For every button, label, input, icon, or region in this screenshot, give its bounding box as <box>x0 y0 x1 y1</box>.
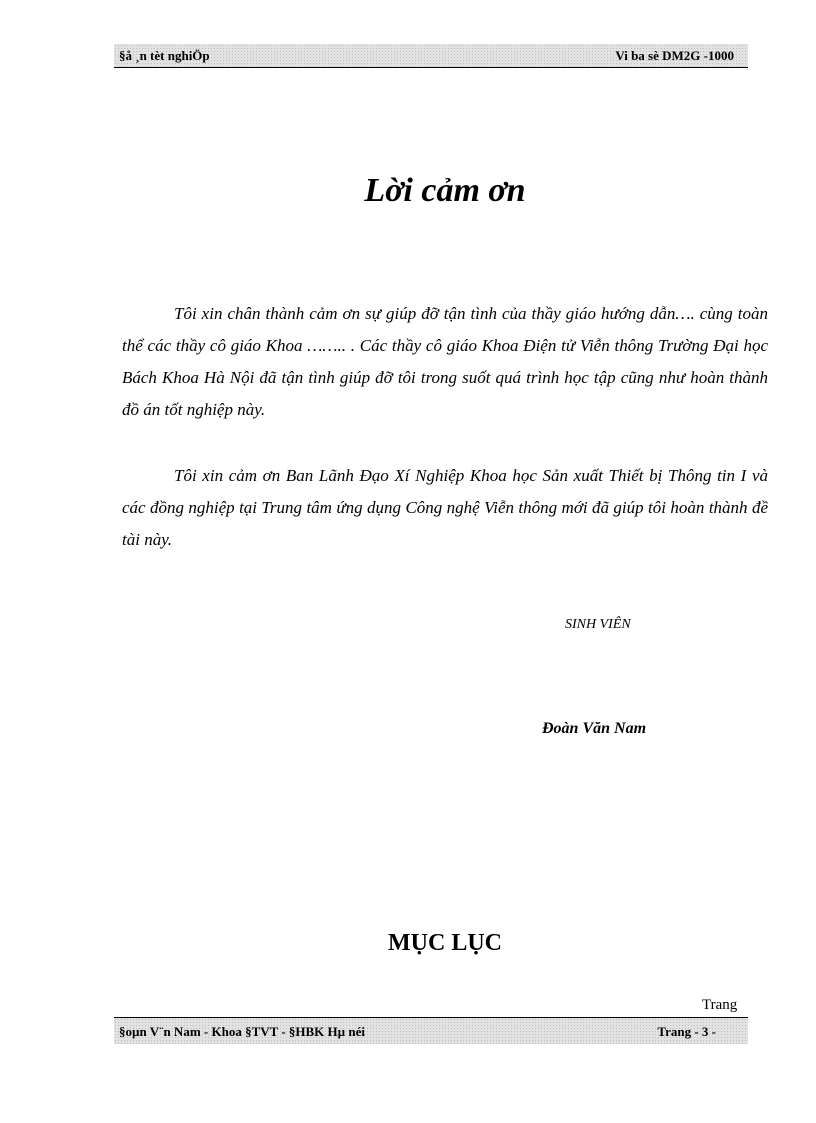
header-right-text: Vi ba sè DM2G -1000 <box>615 48 734 63</box>
acknowledgement-paragraph-1: Tôi xin chân thành cảm ơn sự giúp đỡ tận tình của thầy giáo hướng dẫn…. cùng toàn thể các thầy cô giáo Khoa …….. . Các thầy cô giáo Khoa Điện tử Viễn thông Trường Đại học Bách Khoa Hà Nội đã tận tình giúp đỡ tôi trong suốt quá trình học tập cũng như hoàn thành đồ án tốt nghiệp này. <box>122 304 768 419</box>
page-footer <box>114 1017 748 1044</box>
footer-page-number: Trang - 3 - <box>657 1024 716 1039</box>
footer-left-text: §oµn V¨n Nam - Khoa §TVT - §HBK Hµ néi <box>119 1024 366 1039</box>
acknowledgement-title: Lời cảm ơn <box>364 172 526 209</box>
page-header <box>114 44 748 68</box>
acknowledgement-paragraph-2: Tôi xin cảm ơn Ban Lãnh Đạo Xí Nghiệp Khoa học Sản xuất Thiết bị Thông tin I và các đồng nghiệp tại Trung tâm ứng dụng Công nghệ Viễn thông mới đã giúp tôi hoàn thành đề tài này. <box>122 466 768 549</box>
table-of-contents-title: MỤC LỤC <box>388 930 502 956</box>
signature-name: Đoàn Văn Nam <box>542 720 647 737</box>
signature-label: SINH VIÊN <box>565 617 631 632</box>
header-left-text: §å ¸n tèt nghiÖp <box>119 48 210 63</box>
toc-page-column-label: Trang <box>702 997 738 1013</box>
